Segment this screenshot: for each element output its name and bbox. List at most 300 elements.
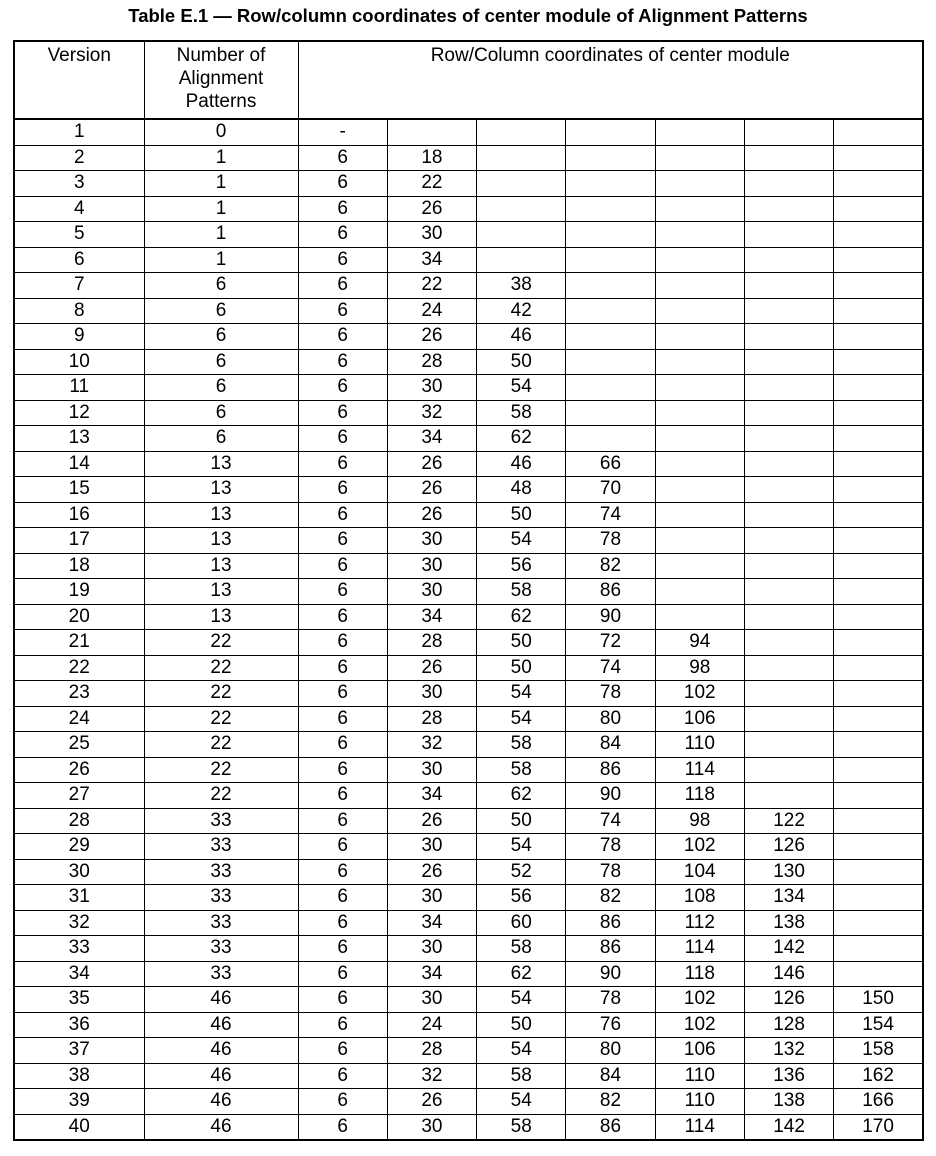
version-cell: 11 [14, 375, 144, 401]
version-cell: 38 [14, 1063, 144, 1089]
version-cell: 20 [14, 604, 144, 630]
coordinate-cell: 54 [477, 706, 566, 732]
coordinate-cell [566, 222, 655, 248]
coordinate-cell: 170 [834, 1114, 923, 1140]
coordinate-cell [655, 604, 744, 630]
version-cell: 19 [14, 579, 144, 605]
coordinate-cell [566, 426, 655, 452]
coordinate-cell: 54 [477, 1089, 566, 1115]
coordinate-cell: 24 [387, 1012, 476, 1038]
count-cell: 33 [144, 834, 298, 860]
coordinate-cell [744, 604, 833, 630]
count-cell: 13 [144, 579, 298, 605]
coordinate-cell: 6 [298, 1038, 387, 1064]
table-row [14, 171, 923, 197]
coordinate-cell: 42 [477, 298, 566, 324]
coordinate-cell: 58 [477, 400, 566, 426]
coordinate-cell [655, 528, 744, 554]
coordinate-cell [834, 655, 923, 681]
coordinate-cell: 30 [387, 681, 476, 707]
count-cell: 6 [144, 349, 298, 375]
table-row [14, 987, 923, 1013]
coordinate-cell: 58 [477, 732, 566, 758]
coordinate-cell: 54 [477, 987, 566, 1013]
coordinate-cell: 6 [298, 196, 387, 222]
coordinate-cell: 24 [387, 298, 476, 324]
version-cell: 37 [14, 1038, 144, 1064]
coordinate-cell: 32 [387, 400, 476, 426]
coordinate-cell [566, 273, 655, 299]
coordinate-cell [566, 171, 655, 197]
coordinate-cell: 38 [477, 273, 566, 299]
table-row [14, 477, 923, 503]
coordinate-cell [744, 630, 833, 656]
coordinate-cell: 6 [298, 1114, 387, 1140]
version-cell: 8 [14, 298, 144, 324]
coordinate-cell: 78 [566, 859, 655, 885]
count-cell: 22 [144, 655, 298, 681]
version-cell: 12 [14, 400, 144, 426]
version-cell: 25 [14, 732, 144, 758]
version-cell: 18 [14, 553, 144, 579]
header-row [14, 41, 923, 119]
coordinate-cell: 58 [477, 757, 566, 783]
table-row [14, 961, 923, 987]
coordinate-cell: 6 [298, 961, 387, 987]
coordinate-cell [834, 579, 923, 605]
version-cell: 23 [14, 681, 144, 707]
coordinate-cell [566, 324, 655, 350]
coordinate-cell: 6 [298, 604, 387, 630]
coordinate-cell: 28 [387, 349, 476, 375]
table-row [14, 1063, 923, 1089]
coordinate-cell: 72 [566, 630, 655, 656]
version-cell: 35 [14, 987, 144, 1013]
coordinate-cell: 6 [298, 579, 387, 605]
coordinate-cell: 6 [298, 553, 387, 579]
coordinate-cell: 6 [298, 400, 387, 426]
coordinate-cell: - [298, 119, 387, 145]
coordinate-cell [834, 528, 923, 554]
coordinate-cell: 62 [477, 604, 566, 630]
coordinate-cell: 22 [387, 171, 476, 197]
coordinate-cell: 76 [566, 1012, 655, 1038]
count-cell: 13 [144, 604, 298, 630]
count-cell: 1 [144, 171, 298, 197]
count-cell: 46 [144, 1063, 298, 1089]
table-row [14, 808, 923, 834]
coordinate-cell [744, 528, 833, 554]
coordinate-cell: 104 [655, 859, 744, 885]
coordinate-cell [655, 247, 744, 273]
table-row [14, 349, 923, 375]
table-header [14, 41, 923, 119]
table-row [14, 324, 923, 350]
coordinate-cell: 30 [387, 528, 476, 554]
table-row [14, 1114, 923, 1140]
table-row [14, 630, 923, 656]
coordinate-cell: 126 [744, 834, 833, 860]
version-cell: 27 [14, 783, 144, 809]
coordinate-cell: 84 [566, 732, 655, 758]
coordinate-cell [744, 222, 833, 248]
coordinate-cell: 30 [387, 1114, 476, 1140]
alignment-pattern-table [13, 40, 924, 1141]
coordinate-cell: 78 [566, 681, 655, 707]
table-row [14, 1089, 923, 1115]
coordinate-cell [834, 681, 923, 707]
table-title: Table E.1 — Row/column coordinates of center module of Alignment Patterns [128, 5, 808, 26]
coordinate-cell [566, 298, 655, 324]
coordinate-cell [834, 451, 923, 477]
version-cell: 21 [14, 630, 144, 656]
coordinate-cell: 56 [477, 553, 566, 579]
table-row [14, 936, 923, 962]
coordinate-cell [834, 859, 923, 885]
coordinate-cell [744, 553, 833, 579]
coordinate-cell: 134 [744, 885, 833, 911]
coordinate-cell [477, 171, 566, 197]
table-row [14, 298, 923, 324]
coordinate-cell: 74 [566, 502, 655, 528]
coordinate-cell [655, 273, 744, 299]
version-cell: 22 [14, 655, 144, 681]
version-cell: 32 [14, 910, 144, 936]
coordinate-cell: 6 [298, 732, 387, 758]
coordinate-cell: 146 [744, 961, 833, 987]
coordinate-cell [566, 375, 655, 401]
coordinate-cell [655, 196, 744, 222]
version-cell: 3 [14, 171, 144, 197]
coordinate-cell [566, 196, 655, 222]
count-cell: 46 [144, 987, 298, 1013]
coordinate-cell: 6 [298, 324, 387, 350]
coordinate-cell: 98 [655, 655, 744, 681]
coordinate-cell [566, 119, 655, 145]
coordinate-cell: 158 [834, 1038, 923, 1064]
coordinate-cell: 94 [655, 630, 744, 656]
coordinate-cell: 74 [566, 655, 655, 681]
coordinate-cell: 102 [655, 1012, 744, 1038]
coordinate-cell: 26 [387, 196, 476, 222]
count-cell: 33 [144, 859, 298, 885]
count-cell: 46 [144, 1038, 298, 1064]
table-row [14, 834, 923, 860]
coordinate-cell [744, 783, 833, 809]
coordinate-cell: 6 [298, 1089, 387, 1115]
coordinate-cell: 6 [298, 247, 387, 273]
version-cell: 26 [14, 757, 144, 783]
coordinate-cell: 58 [477, 579, 566, 605]
version-cell: 1 [14, 119, 144, 145]
coordinate-cell [655, 145, 744, 171]
coordinate-cell: 30 [387, 757, 476, 783]
coordinate-cell: 46 [477, 451, 566, 477]
table-row [14, 655, 923, 681]
count-cell: 33 [144, 936, 298, 962]
coordinate-cell [655, 375, 744, 401]
coordinate-cell [744, 400, 833, 426]
count-cell: 6 [144, 375, 298, 401]
coordinate-cell [834, 936, 923, 962]
coordinate-cell: 166 [834, 1089, 923, 1115]
count-cell: 6 [144, 273, 298, 299]
coordinate-cell [834, 732, 923, 758]
coordinate-cell: 26 [387, 502, 476, 528]
coordinate-cell: 58 [477, 936, 566, 962]
version-cell: 9 [14, 324, 144, 350]
coordinate-cell: 6 [298, 910, 387, 936]
coordinate-cell: 6 [298, 145, 387, 171]
coordinate-cell [744, 375, 833, 401]
coordinate-cell: 6 [298, 502, 387, 528]
coordinate-cell: 26 [387, 655, 476, 681]
coordinate-cell: 142 [744, 1114, 833, 1140]
coordinate-cell [655, 222, 744, 248]
coordinate-cell [744, 298, 833, 324]
count-cell: 13 [144, 553, 298, 579]
coordinate-cell [744, 706, 833, 732]
count-cell: 1 [144, 145, 298, 171]
coordinate-cell [744, 426, 833, 452]
coordinate-cell [834, 910, 923, 936]
count-cell: 22 [144, 757, 298, 783]
coordinate-cell: 6 [298, 528, 387, 554]
coordinate-cell: 34 [387, 604, 476, 630]
count-cell: 22 [144, 630, 298, 656]
coordinate-cell: 54 [477, 834, 566, 860]
coordinate-cell [744, 247, 833, 273]
table-row [14, 706, 923, 732]
coordinate-cell: 162 [834, 1063, 923, 1089]
coordinate-cell: 128 [744, 1012, 833, 1038]
coordinate-cell: 82 [566, 553, 655, 579]
coordinate-cell [834, 502, 923, 528]
coordinate-cell [834, 247, 923, 273]
version-cell: 13 [14, 426, 144, 452]
count-cell: 1 [144, 247, 298, 273]
coordinate-cell: 50 [477, 349, 566, 375]
coordinate-cell: 34 [387, 426, 476, 452]
coordinate-cell [655, 426, 744, 452]
coordinate-cell: 136 [744, 1063, 833, 1089]
version-cell: 17 [14, 528, 144, 554]
table-row [14, 273, 923, 299]
coordinate-cell [834, 349, 923, 375]
coordinate-cell: 80 [566, 706, 655, 732]
coordinate-cell: 106 [655, 1038, 744, 1064]
coordinate-cell: 6 [298, 477, 387, 503]
coordinate-cell: 86 [566, 1114, 655, 1140]
coordinate-cell: 6 [298, 171, 387, 197]
count-cell: 33 [144, 961, 298, 987]
coordinate-cell: 6 [298, 834, 387, 860]
coordinate-cell: 98 [655, 808, 744, 834]
count-cell: 13 [144, 451, 298, 477]
coordinate-cell: 6 [298, 681, 387, 707]
coordinate-cell [834, 400, 923, 426]
coordinate-cell [655, 171, 744, 197]
coordinate-cell: 112 [655, 910, 744, 936]
coordinate-cell [477, 145, 566, 171]
coordinate-cell: 50 [477, 502, 566, 528]
table-row [14, 553, 923, 579]
coordinate-cell: 102 [655, 987, 744, 1013]
coordinate-cell: 82 [566, 885, 655, 911]
coordinate-cell: 30 [387, 375, 476, 401]
coordinate-cell [744, 196, 833, 222]
coordinate-cell: 114 [655, 936, 744, 962]
coordinate-cell: 82 [566, 1089, 655, 1115]
coordinate-cell: 54 [477, 1038, 566, 1064]
coordinate-cell: 62 [477, 426, 566, 452]
coordinate-cell: 46 [477, 324, 566, 350]
coordinate-cell: 102 [655, 834, 744, 860]
coordinate-cell: 32 [387, 1063, 476, 1089]
table-row [14, 757, 923, 783]
coordinate-cell: 6 [298, 706, 387, 732]
header-number-of-alignment-patterns [144, 41, 298, 119]
version-cell: 10 [14, 349, 144, 375]
coordinate-cell: 48 [477, 477, 566, 503]
coordinate-cell [834, 757, 923, 783]
coordinate-cell: 110 [655, 1089, 744, 1115]
coordinate-cell: 118 [655, 783, 744, 809]
coordinate-cell: 6 [298, 273, 387, 299]
coordinate-cell: 108 [655, 885, 744, 911]
coordinate-cell: 86 [566, 936, 655, 962]
coordinate-cell: 34 [387, 961, 476, 987]
coordinate-cell [834, 706, 923, 732]
version-cell: 4 [14, 196, 144, 222]
coordinate-cell [834, 222, 923, 248]
coordinate-cell: 58 [477, 1063, 566, 1089]
table-row [14, 528, 923, 554]
coordinate-cell: 142 [744, 936, 833, 962]
table-row [14, 910, 923, 936]
table-row [14, 1038, 923, 1064]
header-coordinates: Row/Column coordinates of center module [298, 41, 923, 119]
count-cell: 6 [144, 324, 298, 350]
coordinate-cell: 62 [477, 961, 566, 987]
coordinate-cell [834, 324, 923, 350]
coordinate-cell: 154 [834, 1012, 923, 1038]
coordinate-cell: 54 [477, 528, 566, 554]
coordinate-cell [744, 732, 833, 758]
coordinate-cell: 22 [387, 273, 476, 299]
coordinate-cell [655, 324, 744, 350]
count-cell: 13 [144, 502, 298, 528]
table-row [14, 145, 923, 171]
coordinate-cell: 80 [566, 1038, 655, 1064]
table-row [14, 783, 923, 809]
coordinate-cell [566, 145, 655, 171]
coordinate-cell [477, 247, 566, 273]
coordinate-cell [566, 247, 655, 273]
coordinate-cell: 6 [298, 936, 387, 962]
version-cell: 33 [14, 936, 144, 962]
coordinate-cell [566, 400, 655, 426]
version-cell: 39 [14, 1089, 144, 1115]
coordinate-cell: 114 [655, 757, 744, 783]
version-cell: 40 [14, 1114, 144, 1140]
count-cell: 6 [144, 400, 298, 426]
coordinate-cell: 30 [387, 936, 476, 962]
coordinate-cell: 26 [387, 1089, 476, 1115]
coordinate-cell: 78 [566, 834, 655, 860]
coordinate-cell: 28 [387, 630, 476, 656]
coordinate-cell [477, 196, 566, 222]
coordinate-cell: 106 [655, 706, 744, 732]
coordinate-cell: 28 [387, 1038, 476, 1064]
coordinate-cell: 90 [566, 961, 655, 987]
table-row [14, 451, 923, 477]
coordinate-cell: 6 [298, 426, 387, 452]
coordinate-cell: 50 [477, 808, 566, 834]
table-row [14, 119, 923, 145]
coordinate-cell [834, 119, 923, 145]
coordinate-cell: 86 [566, 757, 655, 783]
coordinate-cell: 34 [387, 783, 476, 809]
count-cell: 46 [144, 1089, 298, 1115]
coordinate-cell [744, 145, 833, 171]
count-cell: 6 [144, 298, 298, 324]
coordinate-cell [477, 119, 566, 145]
coordinate-cell [655, 451, 744, 477]
coordinate-cell: 30 [387, 553, 476, 579]
table-row [14, 885, 923, 911]
coordinate-cell: 110 [655, 1063, 744, 1089]
table-row [14, 247, 923, 273]
count-cell: 33 [144, 808, 298, 834]
table-row [14, 400, 923, 426]
coordinate-cell [834, 834, 923, 860]
coordinate-cell [834, 171, 923, 197]
coordinate-cell [834, 196, 923, 222]
table-body [14, 119, 923, 1140]
coordinate-cell [744, 171, 833, 197]
coordinate-cell [387, 119, 476, 145]
coordinate-cell: 6 [298, 808, 387, 834]
table-row [14, 859, 923, 885]
coordinate-cell: 32 [387, 732, 476, 758]
coordinate-cell [834, 298, 923, 324]
version-cell: 5 [14, 222, 144, 248]
version-cell: 7 [14, 273, 144, 299]
coordinate-cell: 70 [566, 477, 655, 503]
coordinate-cell: 6 [298, 222, 387, 248]
version-cell: 28 [14, 808, 144, 834]
version-cell: 14 [14, 451, 144, 477]
table-row [14, 375, 923, 401]
coordinate-cell [744, 579, 833, 605]
coordinate-cell [834, 477, 923, 503]
coordinate-cell [744, 349, 833, 375]
coordinate-cell [834, 145, 923, 171]
coordinate-cell: 26 [387, 451, 476, 477]
coordinate-cell: 26 [387, 477, 476, 503]
count-cell: 6 [144, 426, 298, 452]
coordinate-cell: 74 [566, 808, 655, 834]
version-cell: 29 [14, 834, 144, 860]
coordinate-cell: 62 [477, 783, 566, 809]
coordinate-cell [655, 298, 744, 324]
coordinate-cell: 126 [744, 987, 833, 1013]
coordinate-cell: 6 [298, 298, 387, 324]
coordinate-cell [834, 808, 923, 834]
coordinate-cell [655, 579, 744, 605]
coordinate-cell: 86 [566, 579, 655, 605]
